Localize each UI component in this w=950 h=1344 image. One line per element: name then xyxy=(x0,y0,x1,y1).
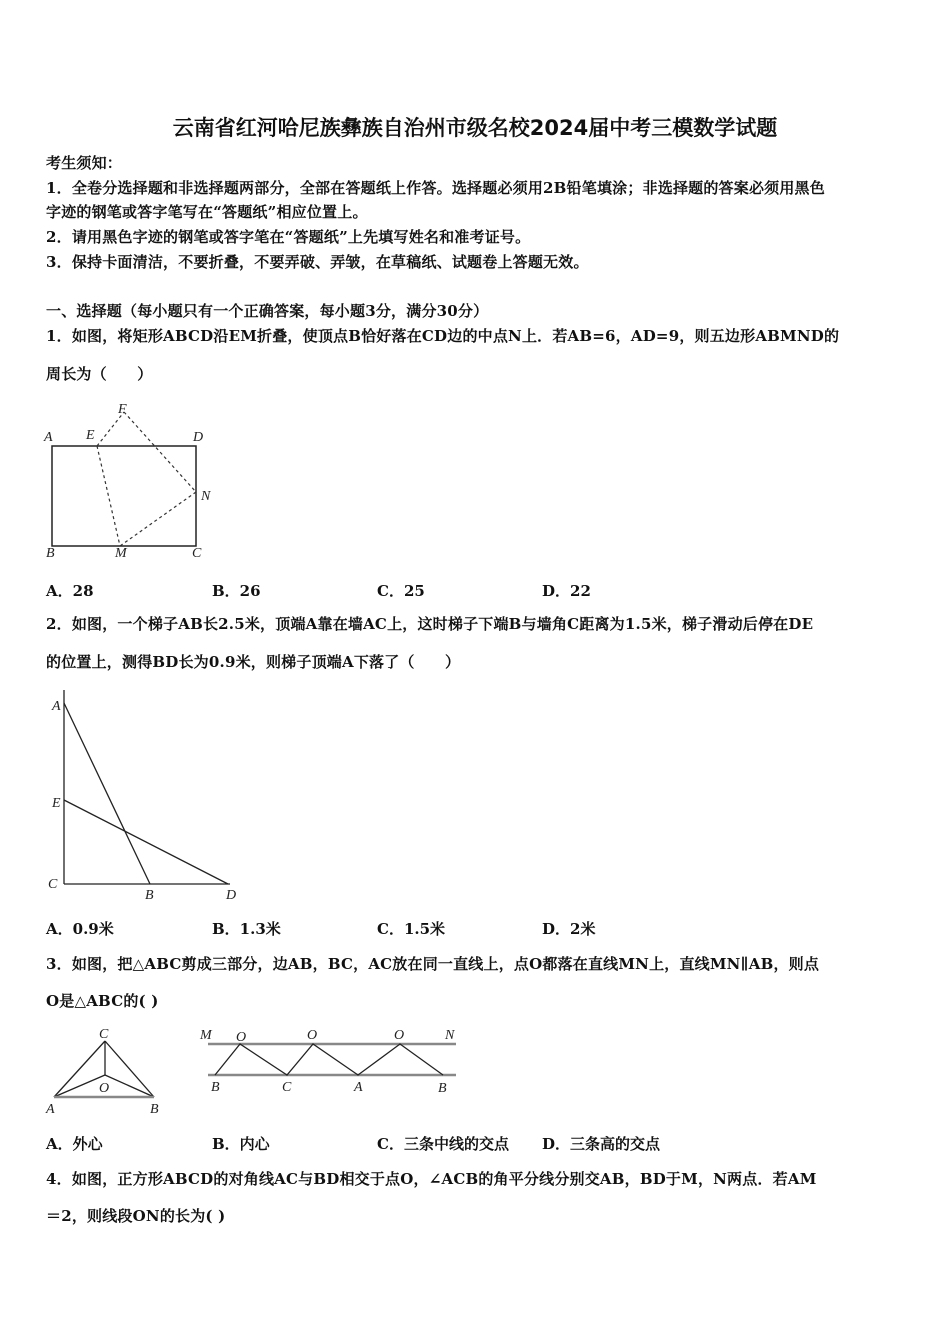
svg-text:C: C xyxy=(48,877,58,892)
svg-text:B: B xyxy=(46,546,55,561)
section-heading: 一、选择题（每小题只有一个正确答案，每小题3分，满分30分） xyxy=(46,302,489,320)
svg-text:O: O xyxy=(307,1028,318,1043)
page-title: 云南省红河哈尼族彝族自治州市级名校2024届中考三模数学试题 xyxy=(172,116,778,140)
q3-option-b: B．内心 xyxy=(212,1135,270,1153)
q1-option-d: D．22 xyxy=(542,582,591,600)
q1-option-b: B．26 xyxy=(212,582,261,600)
q1-option-c: C．25 xyxy=(377,582,425,600)
svg-text:O: O xyxy=(236,1030,247,1045)
svg-text:M: M xyxy=(200,1028,212,1043)
question-1-text: 周长为（ ） xyxy=(46,365,153,383)
svg-text:E: E xyxy=(52,796,61,811)
svg-text:B: B xyxy=(211,1080,220,1095)
q2-option-d: D．2米 xyxy=(542,920,596,938)
svg-text:O: O xyxy=(99,1081,110,1096)
q2-option-b: B．1.3米 xyxy=(212,920,281,938)
question-4-text: 4．如图，正方形ABCD的对角线AC与BD相交于点O，∠ACB的角平分线分别交AB，BD于M，N两点．若AM xyxy=(46,1170,817,1188)
question-2-text: 2．如图，一个梯子AB长2.5米，顶端A靠在墙AC上，这时梯子下端B与墙角C距离为1.5米，梯子滑动后停在DE xyxy=(46,615,814,633)
svg-text:C: C xyxy=(192,546,202,561)
question-2-text: 的位置上，测得BD长为0.9米，则梯子顶端A下落了（ ） xyxy=(46,653,461,671)
question-3-text: O是△ABC的( ) xyxy=(46,992,159,1010)
svg-text:M: M xyxy=(115,546,127,561)
notice-line: 1．全卷分选择题和非选择题两部分，全部在答题纸上作答。选择题必须用2B铅笔填涂；非选择题的答案必须用黑色 xyxy=(46,179,825,197)
notice-line: 2．请用黑色字迹的钢笔或答字笔在“答题纸”上先填写姓名和准考证号。 xyxy=(46,228,531,246)
notice-heading: 考生须知： xyxy=(46,154,123,172)
notice-line: 3．保持卡面清洁，不要折叠，不要弄破、弄皱，在草稿纸、试题卷上答题无效。 xyxy=(46,253,589,271)
svg-text:A: A xyxy=(52,699,61,714)
q3-option-c: C．三条中线的交点 xyxy=(377,1135,509,1153)
q2-option-a: A．0.9米 xyxy=(46,920,114,938)
svg-text:F: F xyxy=(118,402,127,417)
svg-text:A: A xyxy=(46,1102,55,1117)
question-3-text: 3．如图，把△ABC剪成三部分，边AB，BC，AC放在同一直线上，点O都落在直线MN上，直线MN∥AB，则点 xyxy=(46,955,820,973)
q2-option-c: C．1.5米 xyxy=(377,920,446,938)
svg-text:A: A xyxy=(44,430,53,445)
svg-text:D: D xyxy=(226,888,237,903)
svg-text:B: B xyxy=(145,888,154,903)
svg-text:C: C xyxy=(282,1080,292,1095)
svg-text:A: A xyxy=(354,1080,363,1095)
q3-option-a: A．外心 xyxy=(46,1135,103,1153)
svg-text:D: D xyxy=(193,430,204,445)
svg-text:B: B xyxy=(438,1081,447,1096)
question-1-text: 1．如图，将矩形ABCD沿EM折叠，使顶点B恰好落在CD边的中点N上．若AB=6，AD=9，则五边形ABMND的 xyxy=(46,327,840,345)
svg-text:N: N xyxy=(201,489,211,504)
svg-text:O: O xyxy=(394,1028,405,1043)
svg-text:N: N xyxy=(445,1028,455,1043)
q3-option-d: D．三条高的交点 xyxy=(542,1135,661,1153)
svg-text:B: B xyxy=(150,1102,159,1117)
question-4-text: ＝2，则线段ON的长为( ) xyxy=(46,1207,226,1225)
q1-option-a: A．28 xyxy=(46,582,94,600)
notice-line: 字迹的钢笔或答字笔写在“答题纸”相应位置上。 xyxy=(46,203,368,221)
svg-text:E: E xyxy=(86,428,95,443)
svg-text:C: C xyxy=(99,1027,109,1042)
